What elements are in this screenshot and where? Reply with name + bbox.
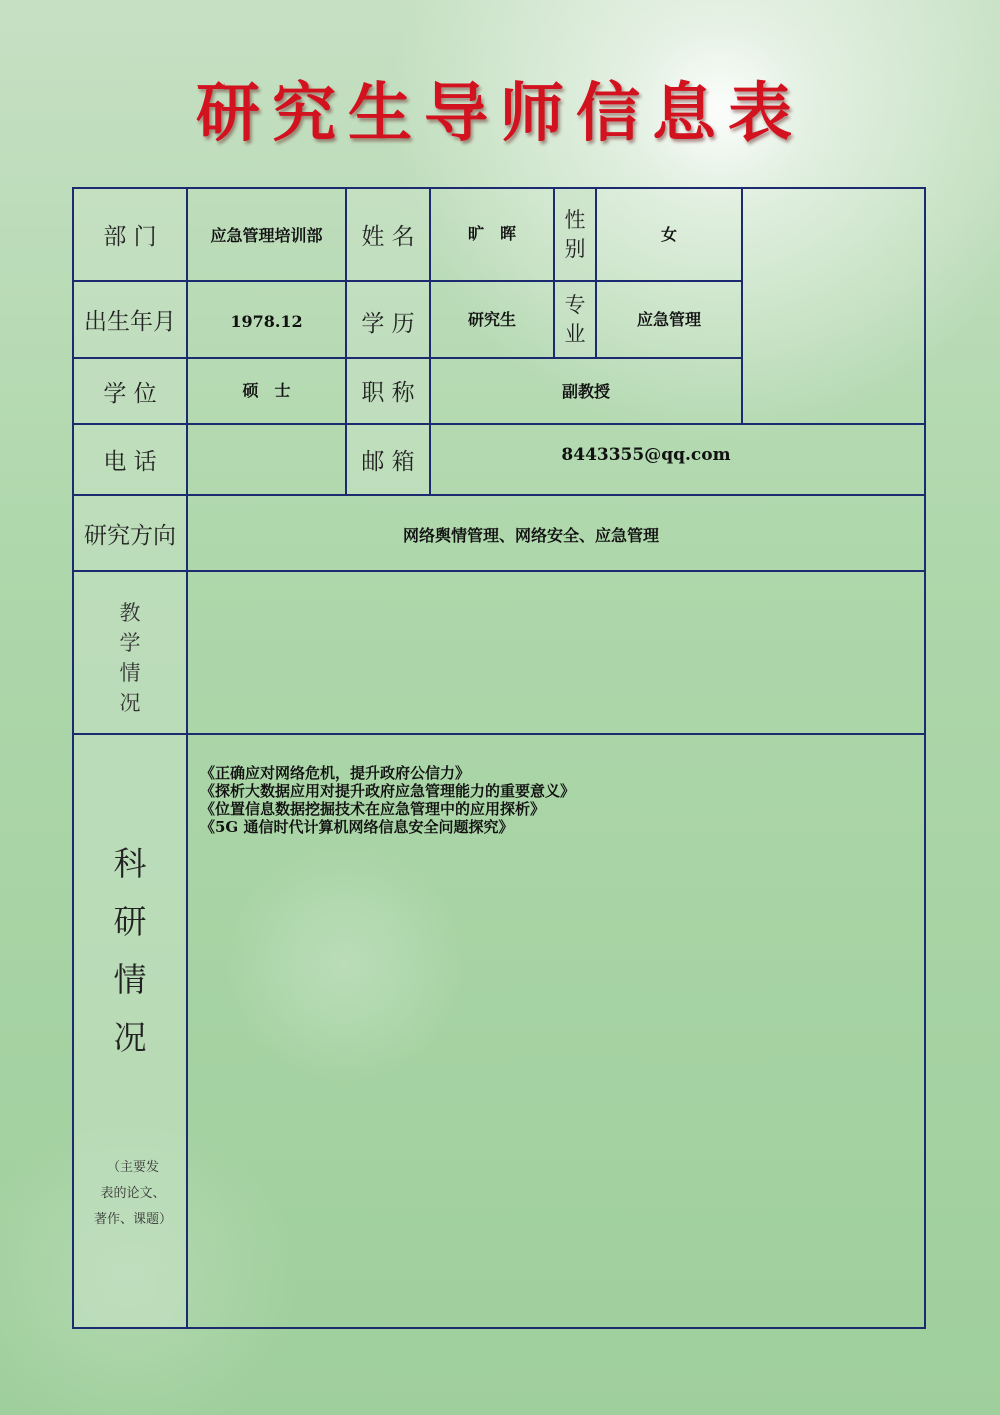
research-value: 网络舆情管理、网络安全、应急管理 (402, 525, 659, 545)
science-note: （主要发 表的论文、 著作、课题） (93, 1160, 172, 1227)
department-value: 应急管理培训部 (210, 226, 323, 245)
name-label: 姓 名 (361, 224, 415, 250)
email-label: 邮 箱 (361, 449, 415, 475)
papers-list (200, 764, 575, 836)
birth-value: 1978.12 (230, 311, 303, 331)
list-item: 《探析大数据应用对提升政府应急管理能力的重要意义》 (200, 782, 576, 800)
name-value: 旷 晖 (467, 224, 516, 243)
birth-label: 出生年月 (84, 309, 176, 335)
teaching-value (188, 572, 924, 733)
degree-label: 学 位 (103, 380, 157, 407)
degree-value: 硕 士 (242, 380, 291, 400)
gender-value: 女 (660, 225, 677, 244)
photo-cell (743, 189, 924, 423)
list-item: 《位置信息数据挖掘技术在应急管理中的应用探析》 (200, 800, 546, 818)
major-value: 应急管理 (636, 309, 701, 329)
gender-label: 性 别 (564, 208, 586, 261)
list-item: 《正确应对网络危机，提升政府公信力》 (200, 764, 471, 782)
major-label: 专 业 (564, 293, 586, 346)
title-rank-label: 职 称 (361, 379, 415, 406)
science-label: 科 研 情 况 (113, 844, 147, 1057)
phone-label: 电 话 (103, 449, 157, 475)
phone-value (188, 425, 345, 494)
page-title: 研究生导师信息表 (196, 77, 804, 151)
teaching-label: 教 学 情 况 (119, 600, 141, 715)
email-value: 8443355@qq.com (561, 445, 731, 465)
education-label: 学 历 (361, 310, 415, 337)
list-item: 《5G 通信时代计算机网络信息安全问题探究》 (200, 818, 514, 836)
department-label: 部 门 (103, 224, 157, 250)
research-label: 研究方向 (84, 522, 176, 549)
education-value: 研究生 (467, 309, 516, 329)
title-rank-value: 副教授 (561, 381, 610, 401)
